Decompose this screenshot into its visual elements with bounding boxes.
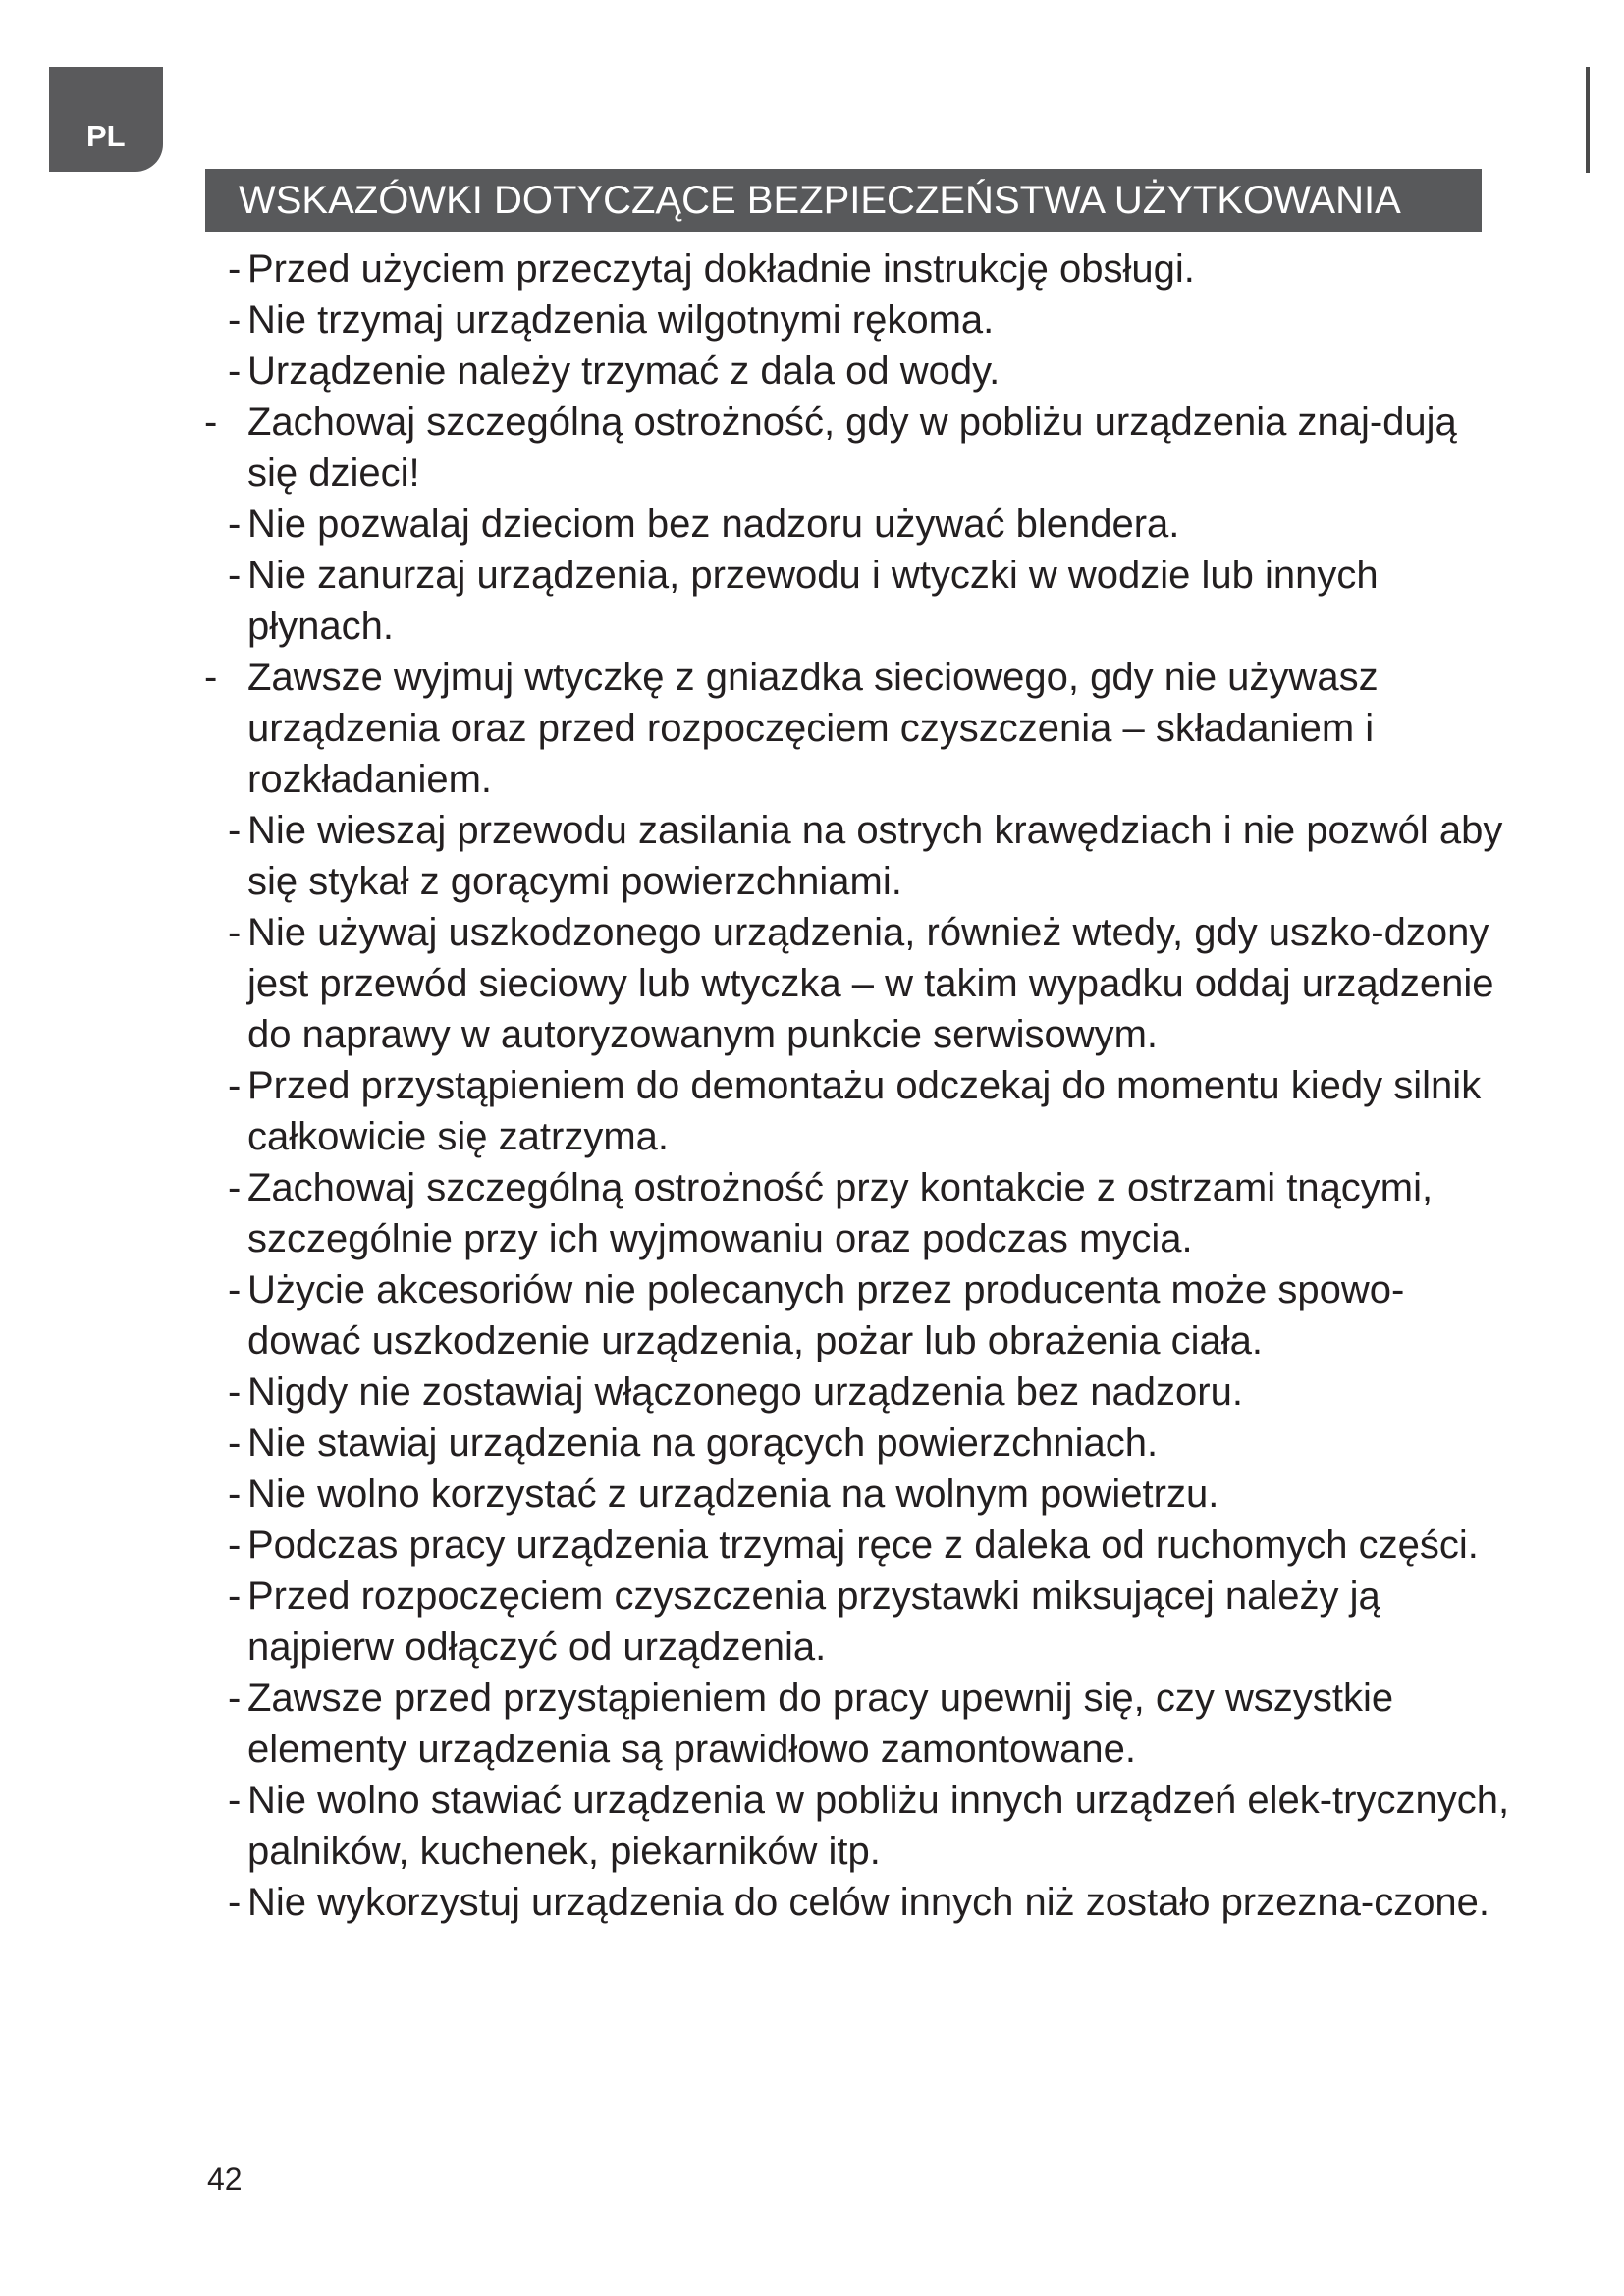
bullet-dash: - bbox=[228, 1881, 242, 1924]
list-item bbox=[196, 1060, 1512, 1162]
list-item-text: Przed użyciem przeczytaj dokładnie instrukcję obsługi. bbox=[247, 247, 1195, 291]
list-item-text: Nie wieszaj przewodu zasilania na ostrych krawędziach i nie pozwól aby się stykał z gorącymi powierzchniami. bbox=[247, 809, 1503, 903]
bullet-dash: - bbox=[228, 911, 242, 954]
list-item-text: Przed przystąpieniem do demontażu odczekaj do momentu kiedy silnik całkowicie się zatrzyma. bbox=[247, 1064, 1482, 1158]
list-item-text: Przed rozpoczęciem czyszczenia przystawki miksującej należy ją najpierw odłączyć od urządzenia. bbox=[247, 1575, 1380, 1669]
list-item bbox=[196, 397, 1512, 499]
list-item-text: Zawsze wyjmuj wtyczkę z gniazdka sieciowego, gdy nie używasz urządzenia oraz przed rozpoczęciem czyszczenia – składaniem i rozkładaniem. bbox=[247, 656, 1379, 801]
bullet-dash: - bbox=[228, 1268, 242, 1311]
list-item-text: Zawsze przed przystąpieniem do pracy upewnij się, czy wszystkie elementy urządzenia są prawidłowo zamontowane. bbox=[247, 1677, 1394, 1771]
section-title: WSKAZÓWKI DOTYCZĄCE BEZPIECZEŃSTWA UŻYTKOWANIA bbox=[205, 169, 1482, 232]
bullet-dash: - bbox=[228, 1677, 242, 1720]
bullet-dash: - bbox=[228, 554, 242, 597]
bullet-dash: - bbox=[228, 349, 242, 393]
list-item-text: Użycie akcesoriów nie polecanych przez producenta może spowo-dować uszkodzenie urządzenia, pożar lub obrażenia ciała. bbox=[247, 1268, 1405, 1362]
list-item bbox=[196, 1673, 1512, 1775]
list-item-text: Zachowaj szczególną ostrożność, gdy w pobliżu urządzenia znaj-dują się dzieci! bbox=[247, 400, 1457, 495]
list-item bbox=[196, 1571, 1512, 1673]
list-item bbox=[196, 1417, 1512, 1468]
list-item bbox=[196, 294, 1512, 346]
list-item-text: Nie wolno stawiać urządzenia w pobliżu innych urządzeń elek-trycznych, palników, kuchenek, piekarników itp. bbox=[247, 1779, 1510, 1873]
bullet-dash: - bbox=[204, 400, 218, 444]
bullet-dash: - bbox=[228, 247, 242, 291]
list-item-text: Nie pozwalaj dzieciom bez nadzoru używać blendera. bbox=[247, 503, 1180, 546]
bullet-dash: - bbox=[228, 1472, 242, 1516]
bullet-dash: - bbox=[204, 656, 218, 699]
bullet-dash: - bbox=[228, 1575, 242, 1618]
language-tab: PL bbox=[49, 67, 163, 172]
list-item-text: Zachowaj szczególną ostrożność przy kontakcie z ostrzami tnącymi, szczególnie przy ich wyjmowaniu oraz podczas mycia. bbox=[247, 1166, 1434, 1260]
bullet-dash: - bbox=[228, 1370, 242, 1414]
list-item bbox=[196, 1520, 1512, 1571]
list-item bbox=[196, 346, 1512, 397]
bullet-dash: - bbox=[228, 1166, 242, 1209]
list-item-text: Nie trzymaj urządzenia wilgotnymi rękoma. bbox=[247, 298, 995, 342]
page-edge-mark bbox=[1586, 67, 1590, 173]
list-item bbox=[196, 1468, 1512, 1520]
page-number: 42 bbox=[207, 2162, 243, 2197]
list-item-text: Nie używaj uszkodzonego urządzenia, również wtedy, gdy uszko-dzony jest przewód sieciowy lub wtyczka – w takim wypadku oddaj urządzenie do naprawy w autoryzowanym punkcie serwisowym. bbox=[247, 911, 1494, 1056]
list-item bbox=[196, 1366, 1512, 1417]
bullet-dash: - bbox=[228, 1779, 242, 1822]
list-item-text: Nie wykorzystuj urządzenia do celów innych niż zostało przezna-czone. bbox=[247, 1881, 1490, 1924]
list-item bbox=[196, 1877, 1512, 1928]
list-item bbox=[196, 243, 1512, 294]
bullet-dash: - bbox=[228, 298, 242, 342]
list-item bbox=[196, 1775, 1512, 1877]
list-item bbox=[196, 652, 1512, 805]
list-item bbox=[196, 1162, 1512, 1264]
bullet-dash: - bbox=[228, 1523, 242, 1567]
bullet-dash: - bbox=[228, 503, 242, 546]
list-item-text: Nie wolno korzystać z urządzenia na wolnym powietrzu. bbox=[247, 1472, 1219, 1516]
list-item bbox=[196, 550, 1512, 652]
bullet-dash: - bbox=[228, 1064, 242, 1107]
list-item-text: Nie zanurzaj urządzenia, przewodu i wtyczki w wodzie lub innych płynach. bbox=[247, 554, 1379, 648]
list-item-text: Nie stawiaj urządzenia na gorących powierzchniach. bbox=[247, 1421, 1159, 1465]
list-item bbox=[196, 499, 1512, 550]
list-item bbox=[196, 805, 1512, 907]
bullet-dash: - bbox=[228, 1421, 242, 1465]
list-item bbox=[196, 907, 1512, 1060]
list-item-text: Nigdy nie zostawiaj włączonego urządzenia bez nadzoru. bbox=[247, 1370, 1243, 1414]
list-item bbox=[196, 1264, 1512, 1366]
list-item-text: Urządzenie należy trzymać z dala od wody. bbox=[247, 349, 1001, 393]
bullet-dash: - bbox=[228, 809, 242, 852]
list-item-text: Podczas pracy urządzenia trzymaj ręce z daleka od ruchomych części. bbox=[247, 1523, 1479, 1567]
safety-instructions-list bbox=[196, 243, 1512, 1928]
